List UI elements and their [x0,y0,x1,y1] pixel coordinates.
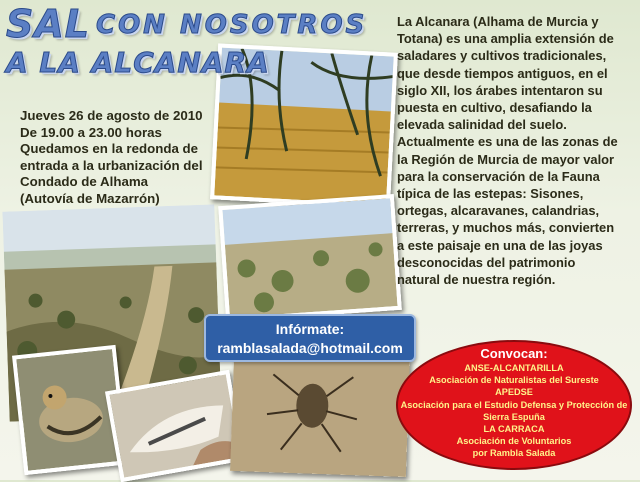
description-line: elevada salinidad del suelo. [397,117,567,133]
event-place-line: Quedamos en la redonda de [20,141,199,156]
convocan-line: Asociación de Naturalistas del Sureste [429,375,599,386]
event-place-line: (Autovía de Mazarrón) [20,190,160,206]
event-info [20,108,220,207]
description-line: que desde tiempos antiguos, en el [397,65,608,81]
description-line: saladares y cultivos tradicionales, [397,48,607,64]
description-line: Totana) es una amplia extensión de [397,31,614,47]
event-time: De 19.00 a 23.00 horas [20,124,162,140]
convocan-line: Sierra Espuña [483,411,545,422]
convocan-line: LA CARRACA [483,424,545,435]
title-words-con-nosotros: CON NOSOTROS [96,10,368,40]
contact-email-link[interactable]: ramblasalada@hotmail.com [217,340,403,356]
description-line: puesta en cultivo, desafiando la [397,100,592,116]
title-line-a-la-alcanara: A LA ALCANARA [6,46,270,79]
description-line: a este paisaje en una de las joyas [397,237,603,253]
description-line: terreras, y muchos más, convierten [397,220,615,236]
description-line: natural de nuestra región. [397,272,556,288]
convocan-line: Asociación de Voluntarios [456,436,572,447]
description-line: ortegas, alcaravanes, calandrias, [397,203,600,219]
convocan-oval [396,340,632,470]
convocan-heading: Convocan: [480,346,548,361]
contact-label: Infórmate: [275,321,345,337]
title-word-sal: SAL [6,2,90,46]
convocan-line: por Rambla Salada [472,448,556,459]
description-line: para la conservación de la Fauna [397,168,600,184]
photo-scrubland [218,194,402,322]
description-line: La Alcanara (Alhama de Murcia y [397,14,599,29]
contact-box [204,314,416,362]
event-place-line: Condado de Alhama [20,174,149,189]
description-text [397,13,635,288]
event-place-line: entrada a la urbanización del [20,157,203,173]
convocan-line: ANSE-ALCANTARILLA [464,363,564,373]
description-line: Actualmente es una de las zonas de [397,134,618,150]
description-line: desconocidas del patrimonio [397,254,576,270]
convocan-line: Asociación para el Estudio Defensa y Protección de [400,399,628,410]
description-line: siglo XII, los árabes intentaron su [397,82,603,98]
convocan-line: APEDSE [495,387,533,398]
description-line: típica de las estepas: Sisones, [397,186,584,202]
description-line: la Región de Murcia de mayor valor [397,151,615,167]
photo-tiger-beetle [230,353,410,477]
event-date: Jueves 26 de agosto de 2010 [20,108,203,123]
